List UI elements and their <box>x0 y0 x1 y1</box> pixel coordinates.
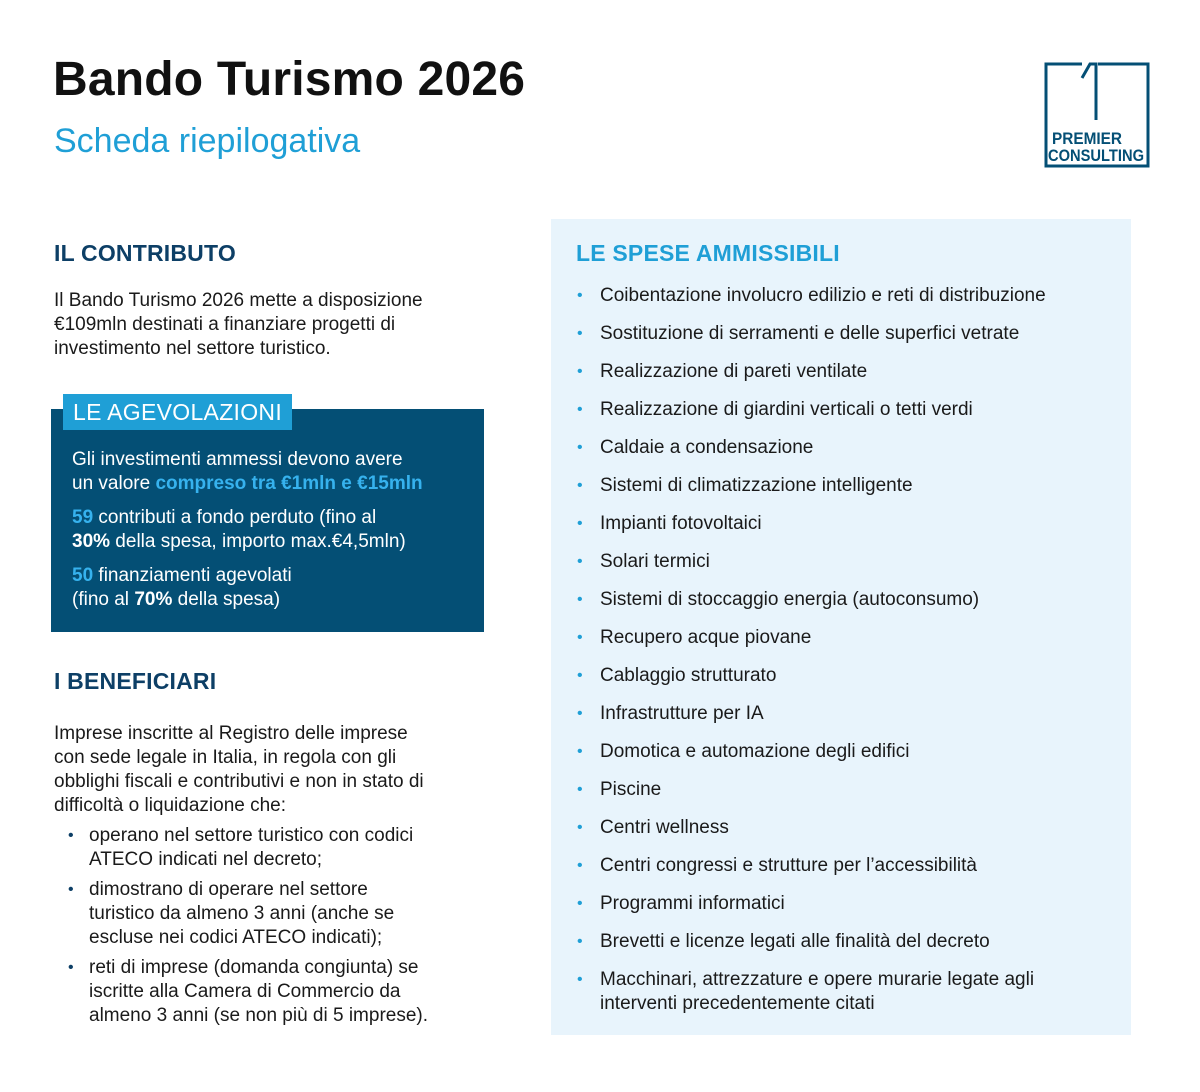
grant-text: contributi a fondo perduto (fino al <box>93 507 377 528</box>
bullet-icon: • <box>577 515 583 532</box>
list-item-text: escluse nei codici ATECO indicati); <box>89 927 383 948</box>
bullet-icon: • <box>577 591 583 608</box>
list-item-text: almeno 3 anni (se non più di 5 imprese). <box>89 1005 429 1026</box>
beneficiari-text <box>54 722 494 818</box>
bullet-icon: • <box>577 629 583 646</box>
agevolazioni-tag: LE AGEVOLAZIONI <box>63 394 292 430</box>
grant-line-1 <box>72 506 376 530</box>
list-item <box>68 878 488 950</box>
bullet-icon: • <box>577 287 583 304</box>
bullet-icon: • <box>577 857 583 874</box>
list-item <box>577 930 1117 954</box>
grant-text: della spesa, importo max.€4,5mln) <box>110 531 406 552</box>
beneficiari-list <box>68 824 488 1034</box>
beneficiari-line: Imprese inscritte al Registro delle imprese <box>54 723 408 744</box>
bullet-icon: • <box>68 959 74 976</box>
list-item <box>577 740 1117 764</box>
list-item-text: Impianti fotovoltaici <box>600 513 762 534</box>
bullet-icon: • <box>577 401 583 418</box>
grant-cap: 30% <box>72 531 111 552</box>
list-item-text: Caldaie a condensazione <box>600 437 814 458</box>
spese-list <box>577 284 1117 1030</box>
list-item-text: turistico da almeno 3 anni (anche se <box>89 903 395 924</box>
list-item-text: Solari termici <box>600 551 710 572</box>
list-item-text: Infrastrutture per IA <box>600 703 764 724</box>
list-item <box>577 588 1117 612</box>
list-item-text: Piscine <box>600 779 662 800</box>
premier-consulting-logo <box>1044 60 1150 170</box>
list-item-text: reti di imprese (domanda congiunta) se <box>89 957 419 978</box>
contributo-heading: IL CONTRIBUTO <box>54 240 236 266</box>
contributo-text <box>54 289 494 361</box>
bullet-icon: • <box>577 667 583 684</box>
logo-line-1: PREMIER <box>1052 129 1122 148</box>
spese-heading: LE SPESE AMMISSIBILI <box>576 240 840 266</box>
intro-plain: un valore <box>72 473 156 494</box>
list-item-text: Realizzazione di pareti ventilate <box>600 361 868 382</box>
list-item-text: Centri wellness <box>600 817 729 838</box>
agevolazioni-intro-line-2 <box>72 472 423 496</box>
investment-range: compreso tra €1mln e €15mln <box>155 473 423 494</box>
list-item-text: Sistemi di stoccaggio energia (autoconsumo) <box>600 589 980 610</box>
bullet-icon: • <box>577 895 583 912</box>
bullet-icon: • <box>577 819 583 836</box>
bullet-icon: • <box>577 781 583 798</box>
page-title: Bando Turismo 2026 <box>53 53 526 106</box>
bullet-icon: • <box>577 933 583 950</box>
bullet-icon: • <box>577 477 583 494</box>
agevolazioni-intro-line-1: Gli investimenti ammessi devono avere <box>72 449 403 470</box>
bullet-icon: • <box>577 743 583 760</box>
list-item-text: Coibentazione involucro edilizio e reti di distribuzione <box>600 285 1046 306</box>
list-item <box>577 322 1117 346</box>
contributo-line: Il Bando Turismo 2026 mette a disposizione <box>54 290 423 311</box>
list-item <box>577 360 1117 384</box>
list-item <box>68 824 488 872</box>
list-item <box>577 664 1117 688</box>
list-item-text: iscritte alla Camera di Commercio da <box>89 981 401 1002</box>
list-item <box>577 550 1117 574</box>
list-item-text: Domotica e automazione degli edifici <box>600 741 910 762</box>
list-item-text: Programmi informatici <box>600 893 785 914</box>
list-item <box>577 512 1117 536</box>
list-item <box>577 892 1117 916</box>
beneficiari-line: difficoltà o liquidazione che: <box>54 795 287 816</box>
loan-percentage: 50 <box>72 565 94 586</box>
list-item-text: Brevetti e licenze legati alle finalità del decreto <box>600 931 990 952</box>
list-item-text: operano nel settore turistico con codici <box>89 825 414 846</box>
beneficiari-heading: I BENEFICIARI <box>54 668 217 694</box>
bullet-icon: • <box>577 439 583 456</box>
list-item <box>68 956 488 1028</box>
bullet-icon: • <box>577 553 583 570</box>
bullet-icon: • <box>577 363 583 380</box>
list-item <box>577 968 1117 1016</box>
beneficiari-line: con sede legale in Italia, in regola con gli <box>54 747 397 768</box>
grant-percentage: 59 <box>72 507 94 528</box>
list-item-text: Recupero acque piovane <box>600 627 812 648</box>
loan-cap: 70% <box>134 589 173 610</box>
contributo-line: €109mln destinati a finanziare progetti di <box>54 314 396 335</box>
list-item-text: ATECO indicati nel decreto; <box>89 849 323 870</box>
list-item <box>577 474 1117 498</box>
list-item-text: Sistemi di climatizzazione intelligente <box>600 475 913 496</box>
list-item-text: Centri congressi e strutture per l’accessibilità <box>600 855 977 876</box>
bullet-icon: • <box>68 827 74 844</box>
list-item-text: Cablaggio strutturato <box>600 665 777 686</box>
list-item <box>577 436 1117 460</box>
grant-line-2 <box>72 530 406 554</box>
list-item-text: Sostituzione di serramenti e delle superfici vetrate <box>600 323 1020 344</box>
list-item <box>577 284 1117 308</box>
bullet-icon: • <box>68 881 74 898</box>
bullet-icon: • <box>577 971 583 988</box>
loan-text: della spesa) <box>172 589 281 610</box>
contributo-line: investimento nel settore turistico. <box>54 338 331 359</box>
list-item <box>577 702 1117 726</box>
list-item-text: Macchinari, attrezzature e opere murarie legate agli <box>600 969 1035 990</box>
list-item <box>577 854 1117 878</box>
list-item <box>577 398 1117 422</box>
loan-text: (fino al <box>72 589 135 610</box>
loan-line-1 <box>72 564 292 588</box>
list-item <box>577 816 1117 840</box>
bullet-icon: • <box>577 705 583 722</box>
logo-line-2: CONSULTING <box>1048 146 1144 165</box>
list-item-text: Realizzazione di giardini verticali o tetti verdi <box>600 399 973 420</box>
list-item-text: interventi precedentemente citati <box>600 993 875 1014</box>
list-item-text: dimostrano di operare nel settore <box>89 879 368 900</box>
page-subtitle: Scheda riepilogativa <box>54 122 361 160</box>
loan-text: finanziamenti agevolati <box>93 565 292 586</box>
bullet-icon: • <box>577 325 583 342</box>
list-item <box>577 626 1117 650</box>
list-item <box>577 778 1117 802</box>
beneficiari-line: obblighi fiscali e contributivi e non in stato di <box>54 771 424 792</box>
loan-line-2 <box>72 588 280 612</box>
